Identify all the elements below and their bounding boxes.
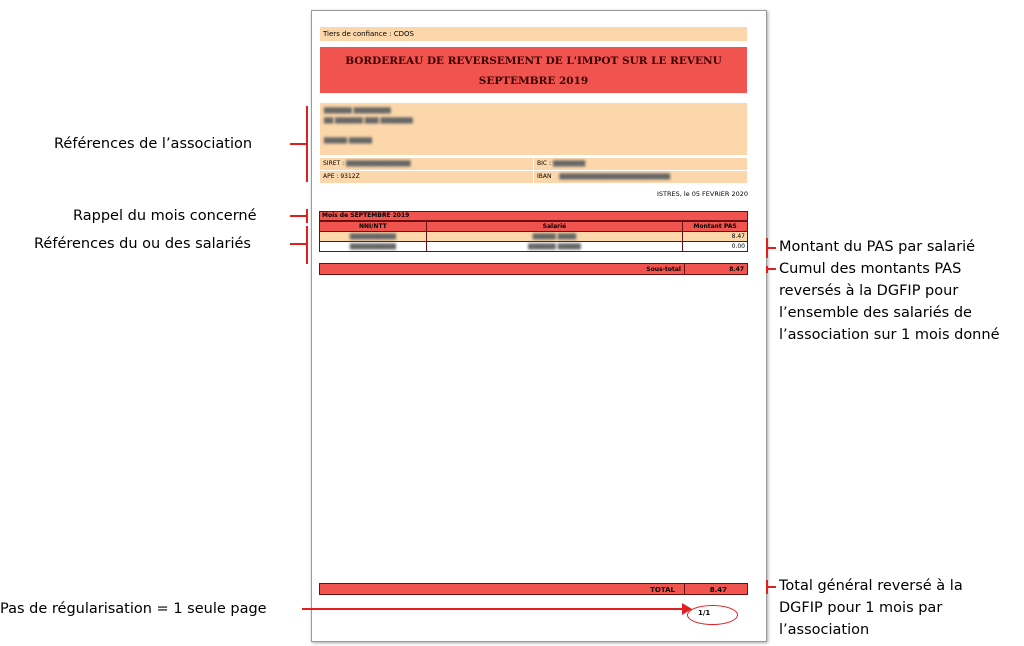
total-divider (684, 584, 685, 594)
table-row (320, 242, 748, 252)
salarie-cell-redacted: ▇▇▇▇▇▇ ▇▇▇▇▇ (426, 242, 682, 252)
association-city-redacted: ▇▇▇▇▇ ▇▇▇▇▇ (324, 137, 373, 144)
iban-field (537, 171, 670, 183)
amount-cell: 0.00 (683, 242, 748, 252)
total-connector (766, 586, 776, 588)
subtotal-row (319, 263, 748, 275)
association-bracket (306, 106, 308, 182)
pas-connector (766, 247, 776, 249)
annotation-employees: Références du ou des salariés (34, 236, 251, 252)
siret-value-redacted: ▇▇▇▇▇▇▇▇▇▇▇▇▇▇ (346, 160, 411, 167)
association-name-redacted: ▇▇▇▇▇▇ ▇▇▇▇▇▇▇▇ (324, 107, 391, 114)
association-identifiers (320, 158, 747, 183)
document-page (311, 10, 767, 642)
annotation-pas-per-employee: Montant du PAS par salarié (779, 239, 976, 255)
bic-field (537, 158, 585, 170)
subtotal-divider (684, 264, 685, 274)
annotation-association: Références de l’association (54, 136, 253, 152)
nni-cell-redacted: ▇▇▇▇▇▇▇▇▇▇ (320, 242, 427, 252)
amount-cell: 8.47 (683, 232, 748, 242)
cumul-line: l’association sur 1 mois donné (779, 327, 1000, 343)
id-row-divider (320, 170, 747, 171)
iban-label: IBAN (537, 173, 552, 180)
cumul-line: reversés à la DGFIP pour (779, 283, 959, 299)
siret-label: SIRET : (323, 160, 345, 167)
cumul-line: Cumul des montants PAS (779, 261, 962, 277)
bic-label: BIC : (537, 160, 552, 167)
month-bracket (306, 209, 308, 223)
col-salarie: Salarié (426, 222, 682, 232)
document-title (320, 47, 747, 93)
total-label: TOTAL (650, 586, 675, 594)
col-montant: Montant PAS (683, 222, 748, 232)
total-row (319, 583, 748, 595)
col-nni: NNI/NTT (320, 222, 427, 232)
regularisation-arrow-line (302, 608, 686, 610)
tiers-de-confiance: Tiers de confiance : CDOS (320, 27, 747, 41)
employees-table (319, 221, 748, 252)
bic-value-redacted: ▇▇▇▇▇▇▇ (552, 160, 586, 167)
cumul-connector (766, 268, 776, 270)
annotation-regularisation: Pas de régularisation = 1 seule page (0, 601, 267, 617)
table-header-row (320, 222, 748, 232)
month-header: Mois de SEPTEMBRE 2019 (319, 211, 748, 221)
siret-field (323, 158, 411, 170)
total-line: l’association (779, 622, 870, 638)
total-line: Total général reversé à la (779, 578, 963, 594)
title-line-1: BORDEREAU DE REVERSEMENT DE L'IMPOT SUR LE REVENU (345, 55, 722, 67)
employees-bracket (306, 226, 308, 264)
subtotal-value: 8.47 (729, 266, 744, 273)
association-address-block (320, 103, 747, 155)
iban-value-redacted: ▇▇▇▇▇▇▇▇▇▇▇▇▇▇▇▇▇▇▇▇▇▇▇▇ (559, 173, 671, 180)
regularisation-arrow-head (682, 603, 692, 615)
salarie-cell-redacted: ▇▇▇▇▇ ▇▇▇▇ (426, 232, 682, 242)
nni-cell-redacted: ▇▇▇▇▇▇▇▇▇▇ (320, 232, 427, 242)
title-line-2: SEPTEMBRE 2019 (478, 75, 589, 87)
ape-field: APE : 9312Z (323, 173, 360, 180)
month-section (319, 211, 748, 279)
total-value: 8.47 (709, 586, 727, 594)
page-number: 1/1 (698, 609, 711, 617)
association-street-redacted: ▇▇ ▇▇▇▇▇▇ ▇▇▇ ▇▇▇▇▇▇▇ (324, 117, 413, 124)
page-number-highlight-ellipse (687, 605, 738, 625)
cumul-line: l’ensemble des salariés de (779, 305, 972, 321)
total-line: DGFIP pour 1 mois par (779, 600, 943, 616)
place-date: ISTRES, le 05 FEVRIER 2020 (656, 190, 748, 198)
table-row (320, 232, 748, 242)
annotation-month: Rappel du mois concerné (73, 208, 257, 224)
subtotal-label: Sous-total (646, 266, 681, 273)
